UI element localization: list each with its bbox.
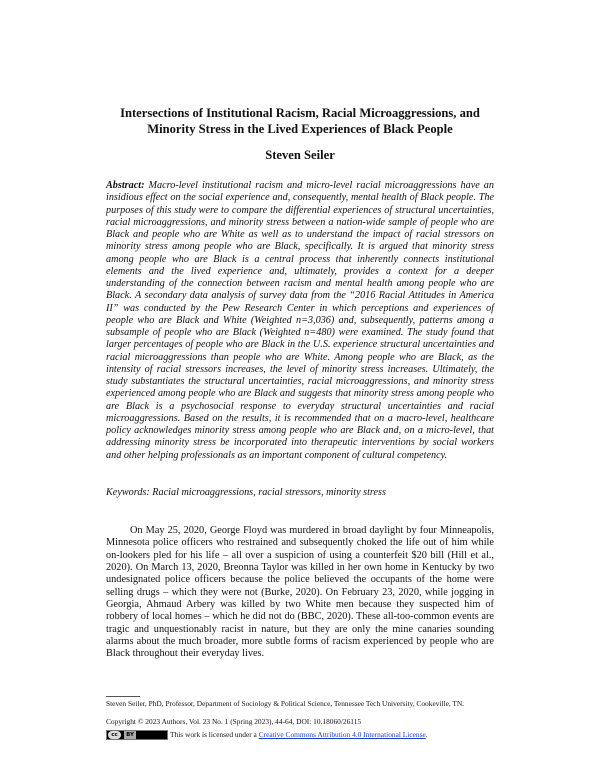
license-suffix: . — [425, 730, 428, 739]
footnote-divider — [106, 696, 140, 697]
author-footnote: Steven Seiler, PhD, Professor, Department of Sociology & Political Science, Tennessee Tech University, Cookeville, TN. — [106, 699, 465, 708]
by-icon: BY — [124, 731, 136, 739]
license-statement — [170, 730, 428, 739]
license-row — [106, 729, 506, 740]
author-name: Steven Seiler — [265, 148, 335, 162]
keywords: Keywords: Racial microaggressions, racial stressors, minority stress — [106, 487, 386, 498]
paper-title: Intersections of Institutional Racism, Racial Microaggressions, and Minority Stress in the Lived Experiences of Black People — [120, 106, 480, 136]
cc-by-badge-icon[interactable] — [106, 730, 168, 740]
body-paragraph: On May 25, 2020, George Floyd was murdered in broad daylight by four Minneapolis, Minnesota police officers who restrained and subsequently choked the life out of him while on-lookers pled for his life – all over a suspicion of using a counterfeit $20 bill (Hill et al., 2020). On March 13, 2020, Breonna Taylor was killed in her own home in Kentucky by two undesignated police officers because the police believed the occupants of the home were selling drugs – which they were not (Burke, 2020). On February 23, 2020, while jogging in Georgia, Ahmaud Arbery was killed by two White men because they suspected him of robbery of local homes – which he did not do (BBC, 2020). These all-too-common events are tragic and unquestionably racist in nature, but they are only the mine canaries sounding alarms about the much broader, more subtle forms of racism experienced by people who are Black throughout their everyday lives. — [106, 525, 494, 660]
abstract — [106, 180, 494, 462]
license-prefix: This work is licensed under a — [170, 730, 259, 739]
copyright-line: Copyright © 2023 Authors, Vol. 23 No. 1 (Spring 2023), 44-64, DOI: 10.18060/26115 — [106, 717, 362, 726]
abstract-label: Abstract: — [106, 180, 145, 191]
license-link[interactable]: Creative Commons Attribution 4.0 International License — [258, 730, 426, 739]
cc-icon: cc — [108, 731, 121, 739]
abstract-text: Macro-level institutional racism and micro-level racial microaggressions have an insidious effect on the social experience and, consequently, mental health of Black people. The purposes of this study were to compare the differential experiences of structural uncertainties, racial microaggressions, and minority stress between a nation-wide sample of people who are Black and people who are White as well as to understand the impact of racial stressors on minority stress among people who are Black, specifically. It is argued that minority stress among people who are Black is a central process that inherently connects institutional elements and the lived experience and, ultimately, provides a context for a deeper understanding of the connection between racism and mental health among people who are Black. A secondary data analysis of survey data from the “2016 Racial Attitudes in America II” was conducted by the Pew Research Center in which perceptions and experiences of people who are Black and White (Weighted n=3,036) and, subsequently, patterns among a subsample of people who are Black (Weighted n=480) were examined. The study found that larger percentages of people who are Black in the U.S. experience structural uncertainties and racial microaggressions than people who are White. Among people who are Black, as the intensity of racial stressors increases, the level of minority stress increases. Ultimately, the study substantiates the structural uncertainties, racial microaggressions, and minority stress experienced among people who are Black and suggests that minority stress among people who are Black is a psychosocial response to everyday structural uncertainties and racial microaggressions. Based on the results, it is recommended that on a macro-level, healthcare policy acknowledges minority stress among people who are Black and, on a micro-level, that addressing minority stress be incorporated into therapeutic interventions by social workers and other helping professionals as an important component of cultural competency. — [106, 180, 494, 461]
